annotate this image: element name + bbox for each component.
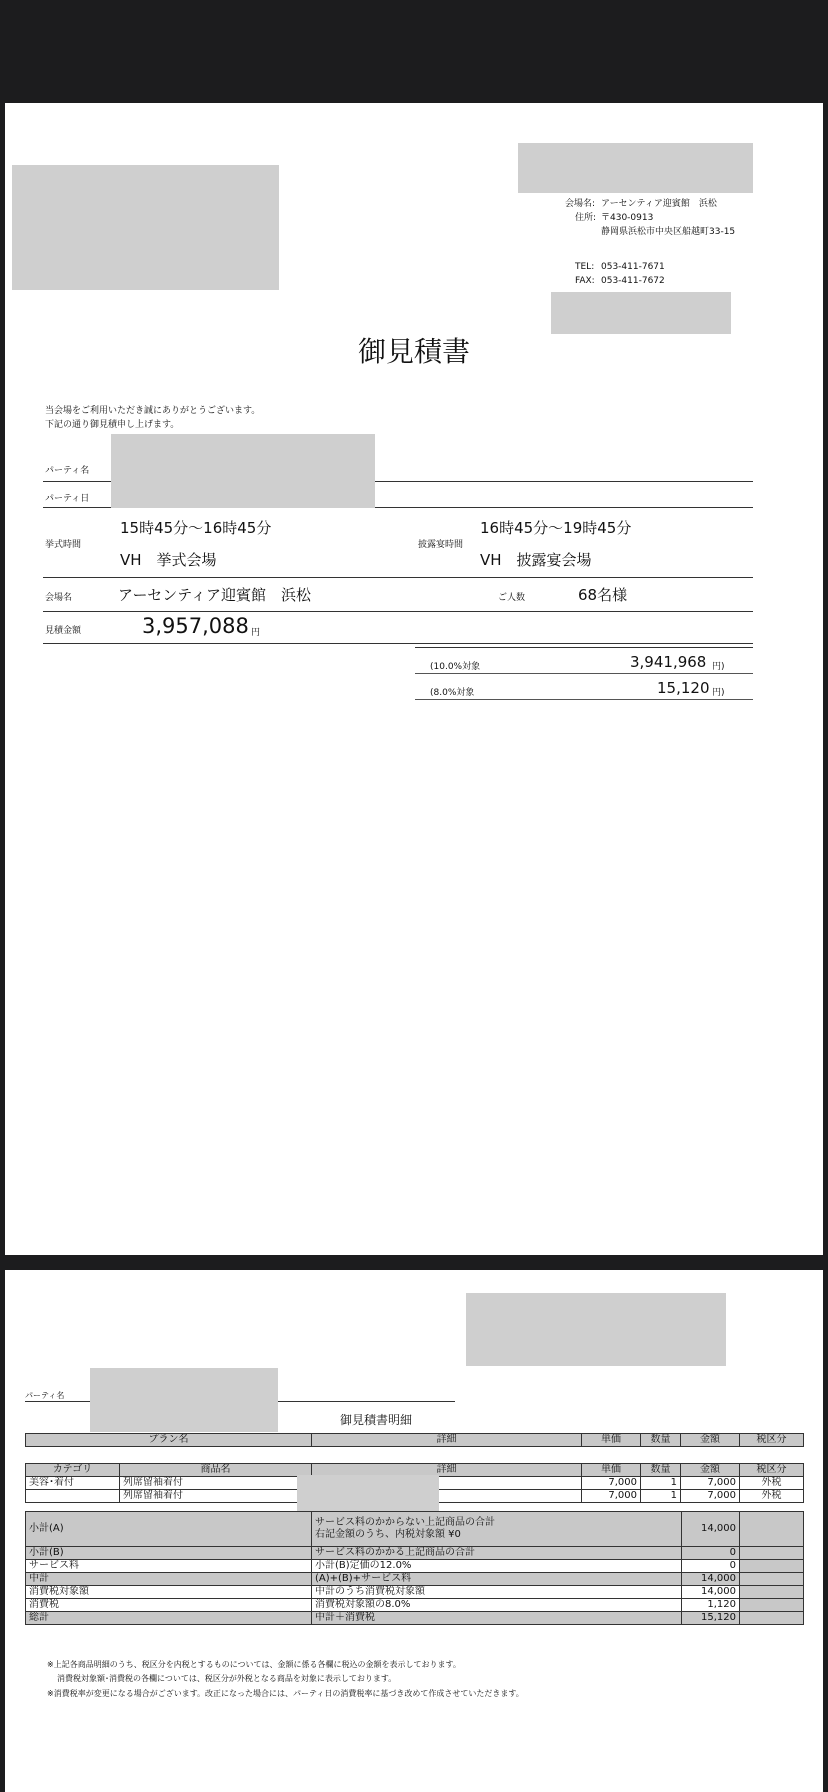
summary-row [26,1573,804,1586]
tax8-amount: 15,120 [657,679,710,697]
redacted-party-info [111,434,375,508]
quantity-cell: 1 [641,1477,681,1490]
summary-label: 総計 [26,1612,312,1625]
detail-title: 御見積書明細 [340,1413,413,1427]
col-header: 詳細 [312,1434,582,1447]
guests-label: ご人数 [498,593,526,603]
summary-detail: 中計のうち消費税対象額 [312,1586,682,1599]
summary-label: 消費税対象額 [26,1586,312,1599]
venue-name: アーセンティア迎賓館 浜松 [118,586,312,604]
summary-amount: 14,000 [682,1512,740,1547]
summary-tax [740,1547,804,1560]
tel-label: TEL: [575,262,595,272]
category-cell: 美容･着付 [26,1477,120,1490]
divider [415,647,753,648]
col-header: 金額 [681,1434,740,1447]
estimate-label: 見積金額 [45,626,82,636]
summary-amount: 14,000 [682,1586,740,1599]
col-header: 数量 [641,1464,681,1477]
summary-amount: 0 [682,1547,740,1560]
summary-label: 小計(A) [26,1512,312,1547]
quantity-cell: 1 [641,1490,681,1503]
summary-tax [740,1512,804,1547]
summary-detail: (A)+(B)+サービス料 [312,1573,682,1586]
venue-name-label: 会場名 [45,593,73,603]
divider [415,699,753,700]
amount-cell: 7,000 [681,1477,740,1490]
plan-table [25,1433,804,1447]
greeting-line-2: 下記の通り御見積申し上げます。 [45,420,180,430]
summary-row [26,1560,804,1573]
col-header: 税区分 [740,1464,804,1477]
redacted-header-box [518,143,753,193]
party-name-label: パーティ名 [25,1391,65,1400]
guest-count: 68名様 [578,586,628,604]
summary-tax [740,1560,804,1573]
summary-detail [312,1512,682,1547]
summary-label: サービス料 [26,1560,312,1573]
tel-number: 053-411-7671 [601,262,665,272]
summary-tax [740,1612,804,1625]
col-header: 金額 [681,1464,740,1477]
redacted-logo [12,165,279,290]
col-header: カテゴリ [26,1464,120,1477]
item-name-cell: 列席留袖着付 [120,1490,312,1503]
postal-code: 〒430-0913 [601,213,654,223]
col-header: 単価 [582,1464,641,1477]
party-date-label: パーティ日 [45,494,90,504]
divider [43,577,753,578]
yen-unit: 円) [712,662,725,672]
fax-label: FAX: [575,276,595,286]
reception-venue: VH 披露宴会場 [480,551,592,569]
summary-row [26,1586,804,1599]
summary-table [25,1511,804,1625]
col-header: 商品名 [120,1464,312,1477]
unit-price-cell: 7,000 [582,1490,641,1503]
summary-tax [740,1573,804,1586]
redacted-stamp [551,292,731,334]
ceremony-venue: VH 挙式会場 [120,551,217,569]
footnote-2: 消費税対象額･消費税の各欄については、税区分が外税となる商品を対象に表示しております。 [57,1674,397,1683]
ceremony-time: 15時45分～16時45分 [120,519,272,537]
divider [43,611,753,612]
summary-tax [740,1599,804,1612]
category-cell [26,1490,120,1503]
subtotal-a-row [26,1512,804,1547]
estimate-detail-page [5,1270,823,1792]
venue-label: 会場名: [565,199,596,209]
summary-row [26,1599,804,1612]
summary-detail: 中計＋消費税 [312,1612,682,1625]
summary-amount: 15,120 [682,1612,740,1625]
col-header: 詳細 [312,1464,582,1477]
venue-value: アーセンティア迎賓館 浜松 [601,199,717,209]
redacted-party-name [90,1368,278,1432]
plan-header-row [26,1434,804,1447]
summary-detail: サービス料のかかる上記商品の合計 [312,1547,682,1560]
col-header: 単価 [582,1434,641,1447]
reception-time-label: 披露宴時間 [418,540,464,550]
footnote-3: ※消費税率が変更になる場合がございます。改正になった場合には、パーティ日の消費税率に基づき改めて作成させていただきます。 [47,1689,524,1698]
tax10-label: (10.0%対象 [430,662,481,672]
ceremony-time-label: 挙式時間 [45,540,82,550]
party-name-label: パーティ名 [45,466,90,476]
address-label: 住所: [575,213,597,223]
divider [415,673,753,674]
item-name-cell: 列席留袖着付 [120,1477,312,1490]
unit-price-cell: 7,000 [582,1477,641,1490]
summary-row [26,1547,804,1560]
col-header: プラン名 [26,1434,312,1447]
redacted-item-detail [297,1475,439,1515]
summary-tax [740,1586,804,1599]
summary-label: 消費税 [26,1599,312,1612]
summary-row [26,1612,804,1625]
estimate-page [5,103,823,1255]
divider [43,643,753,644]
yen-unit: 円) [712,688,725,698]
summary-detail-line: サービス料のかからない上記商品の合計 [315,1517,495,1528]
summary-detail: 小計(B)定価の12.0% [312,1560,682,1573]
col-header: 数量 [641,1434,681,1447]
footnote-1: ※上記各商品明細のうち、税区分を内税とするものについては、金額に係る各欄に税込の金額を表示しております。 [47,1660,461,1669]
address: 静岡県浜松市中央区船越町33-15 [601,227,736,237]
summary-label: 小計(B) [26,1547,312,1560]
col-header: 税区分 [740,1434,804,1447]
document-title: 御見積書 [357,335,470,368]
fax-number: 053-411-7672 [601,276,665,286]
summary-detail: 消費税対象額の8.0% [312,1599,682,1612]
summary-label: 中計 [26,1573,312,1586]
tax-type-cell: 外税 [740,1490,804,1503]
summary-amount: 1,120 [682,1599,740,1612]
redacted-header-box [466,1293,726,1366]
amount-cell: 7,000 [681,1490,740,1503]
summary-detail-line: 右記金額のうち、内税対象額 ¥0 [315,1529,461,1540]
reception-time: 16時45分～19時45分 [480,519,632,537]
summary-amount: 0 [682,1560,740,1573]
tax8-label: (8.0%対象 [430,688,475,698]
yen-unit: 円 [251,628,261,638]
summary-amount: 14,000 [682,1573,740,1586]
estimate-amount: 3,957,088 [142,614,249,638]
greeting-line-1: 当会場をご利用いただき誠にありがとうございます。 [45,406,261,416]
tax10-amount: 3,941,968 [630,653,707,671]
tax-type-cell: 外税 [740,1477,804,1490]
